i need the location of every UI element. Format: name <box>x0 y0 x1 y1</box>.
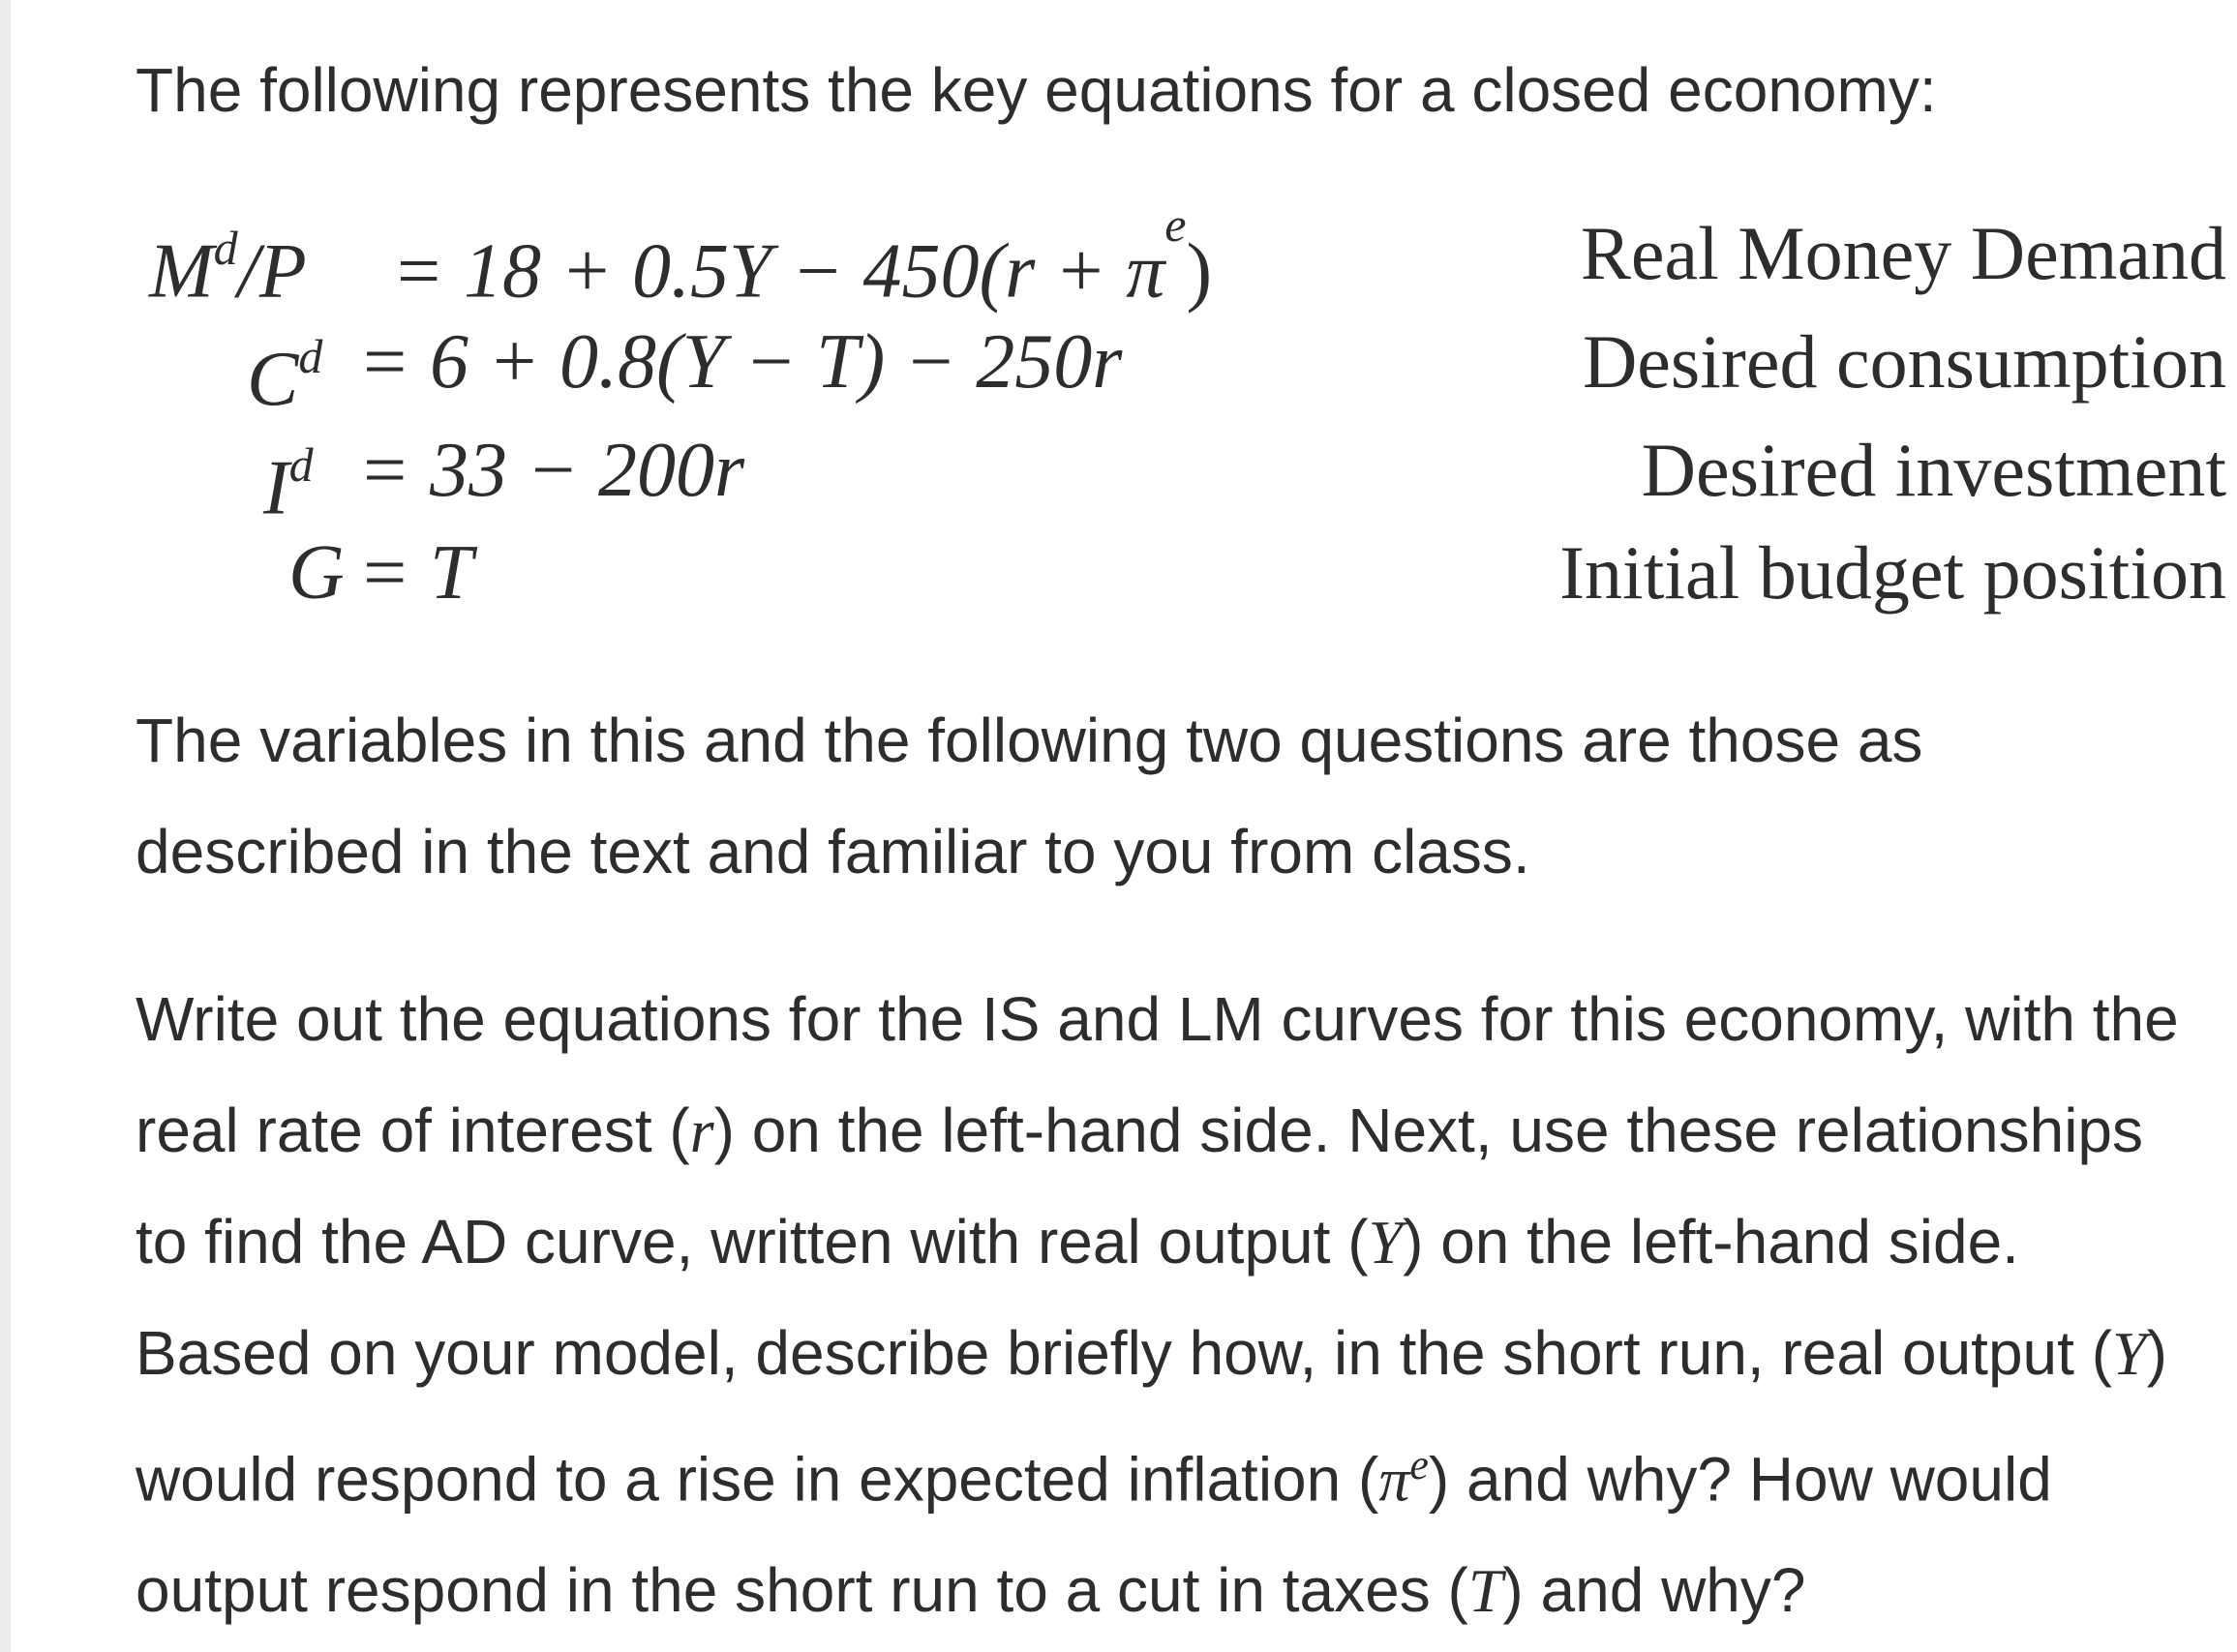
paragraph-line <box>136 1535 2226 1646</box>
equation-consumption <box>136 314 2226 422</box>
paragraph-line <box>136 1298 2226 1409</box>
paragraph-line: The variables in this and the following two questions are those as <box>136 706 1923 775</box>
equation-lhs <box>247 314 322 429</box>
math-variable: π <box>1378 1445 1410 1515</box>
rhs-expression: = 18 + 0.5Y − 450(r + π <box>392 228 1165 315</box>
text-segment: ) <box>2146 1318 2167 1388</box>
equation-rhs <box>392 197 1213 320</box>
equation-label: Desired consumption <box>1582 319 2226 404</box>
lhs-tail: /P <box>237 228 307 315</box>
lhs-superscript: d <box>298 329 323 383</box>
lhs-variable: I <box>263 445 289 531</box>
text-segment: Based on your model, describe briefly how, in the short run, real output ( <box>136 1318 2112 1388</box>
paragraph-line: described in the text and familiar to you from class. <box>136 817 1530 886</box>
rhs-end: ) <box>1186 228 1213 315</box>
math-variable: r <box>689 1096 714 1165</box>
variables-note <box>136 685 2226 908</box>
equation-lhs <box>149 205 307 320</box>
text-segment: ) on the left-hand side. Next, use these relationships <box>713 1096 2143 1165</box>
lhs-superscript: d <box>288 437 314 492</box>
math-variable: T <box>1467 1556 1503 1626</box>
equation-rhs: = T <box>358 530 473 616</box>
equation-lhs <box>263 422 314 537</box>
lhs-variable: G <box>288 530 345 616</box>
text-segment: output respond in the short run to a cut in taxes ( <box>136 1555 1468 1626</box>
lhs-variable: M <box>149 228 214 315</box>
left-margin-rule <box>0 0 11 1652</box>
math-variable: Y <box>1368 1208 1404 1277</box>
equation-investment <box>136 422 2226 530</box>
text-segment: to find the AD curve, written with real output ( <box>136 1207 1369 1277</box>
equation-rhs: = 33 − 200r <box>358 428 745 513</box>
equation-lhs <box>288 525 345 621</box>
paragraph-line <box>136 1075 2226 1186</box>
equation-money-demand <box>136 197 2226 315</box>
question-prompt <box>136 964 2226 1646</box>
text-segment: ) and why? How would <box>1428 1444 2052 1515</box>
text-segment: real rate of interest ( <box>136 1096 690 1165</box>
math-superscript: e <box>1409 1441 1429 1488</box>
math-variable: Y <box>2112 1319 2147 1388</box>
paragraph-line <box>136 1409 2226 1535</box>
equation-rhs: = 6 + 0.8(Y − T) − 250r <box>358 319 1123 405</box>
text-segment: ) on the left-hand side. <box>1403 1207 2019 1277</box>
lhs-superscript: d <box>213 221 238 275</box>
text-segment: would respond to a rise in expected inflation ( <box>136 1444 1379 1515</box>
equation-label: Desired investment <box>1641 428 2226 512</box>
rhs-superscript: e <box>1164 197 1187 252</box>
text-segment: ) and why? <box>1502 1555 1806 1626</box>
equation-block <box>136 197 2226 631</box>
paragraph-line: Write out the equations for the IS and LM curves for this economy, with the <box>136 984 2179 1054</box>
equation-label: Initial budget position <box>1559 530 2226 615</box>
equation-label: Real Money Demand <box>1580 211 2226 295</box>
intro-text: The following represents the key equations for a closed economy: <box>136 55 1937 125</box>
lhs-variable: C <box>247 337 299 423</box>
equation-budget <box>136 525 2226 633</box>
paragraph-line <box>136 1186 2226 1298</box>
